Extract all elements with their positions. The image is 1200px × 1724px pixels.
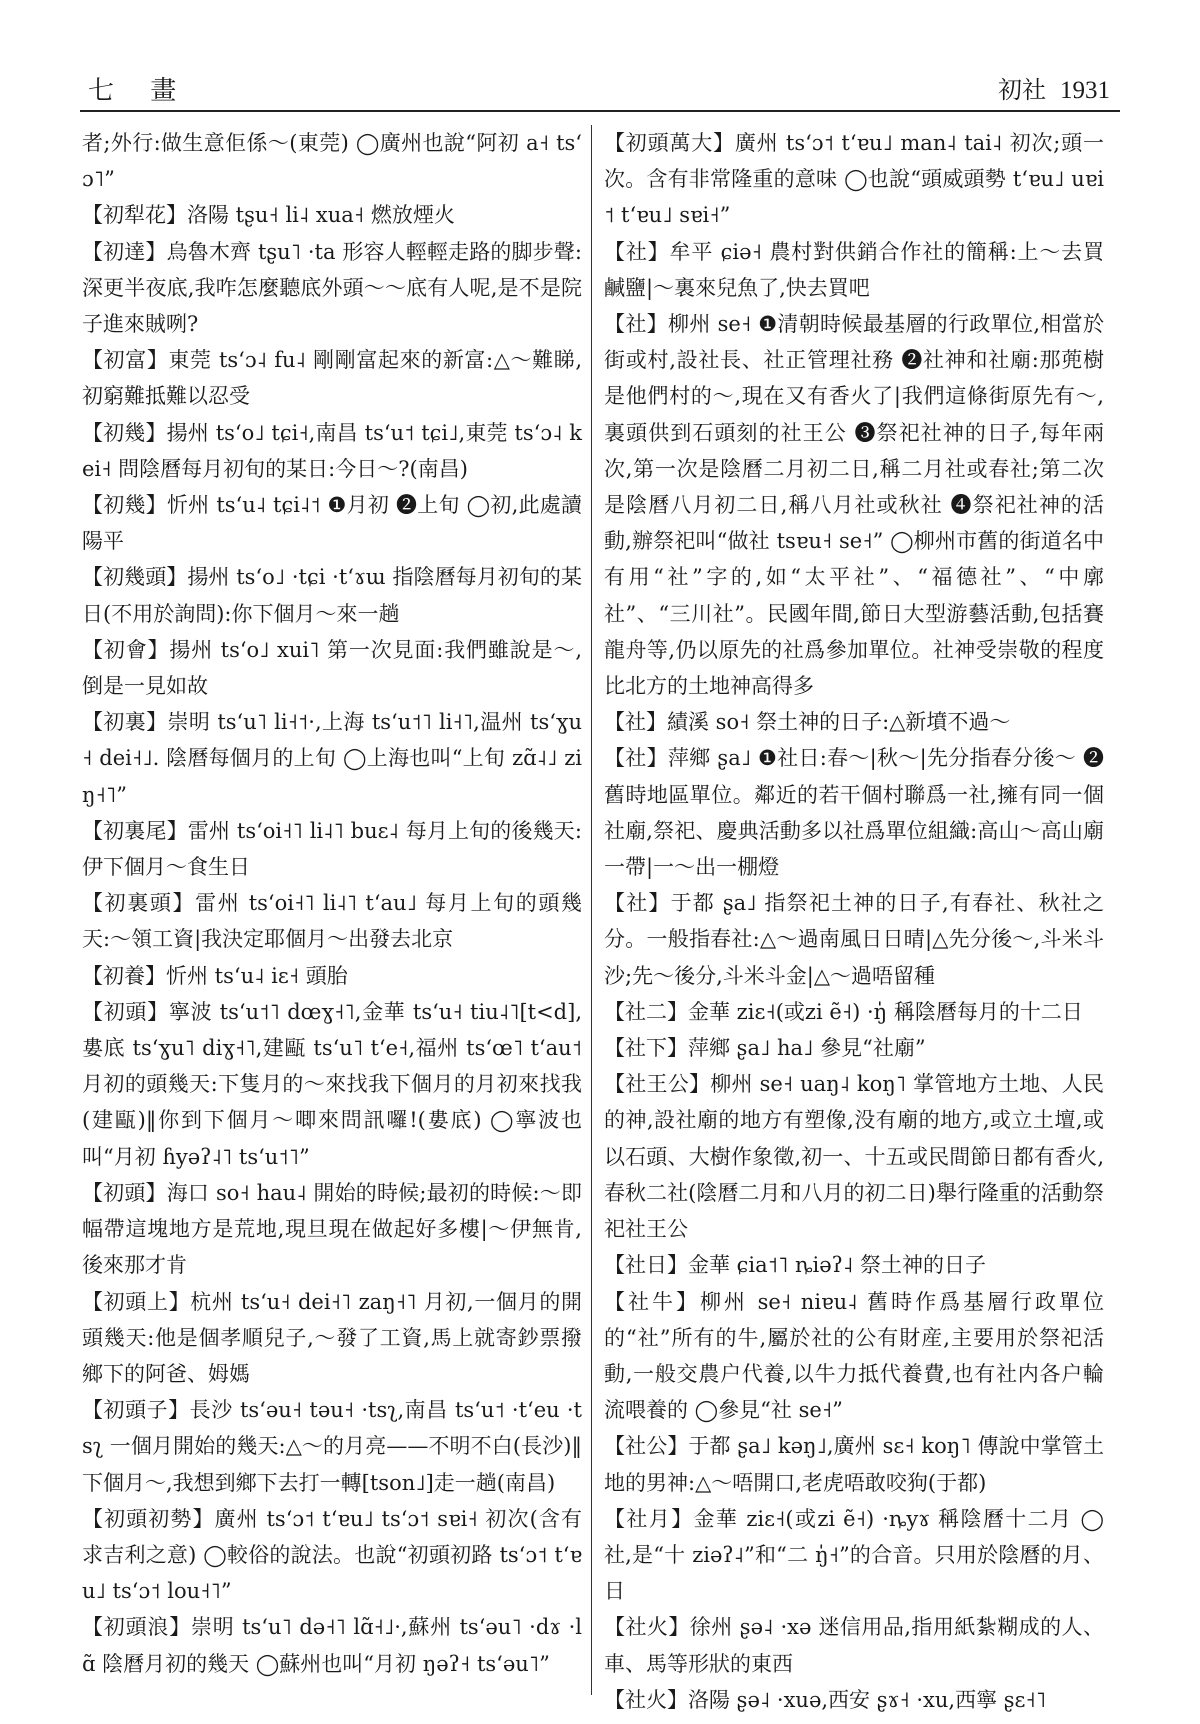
dictionary-entry: 【初頭萬大】廣州 tsʻɔ˦ tʻɐu˩ man˨ tai˨ 初次;頭一次。含有非常隆重的意味 ◯也說“頭威頭勢 tʻɐu˩ uɐi˦ tʻɐu˩ sɐi˧”	[604, 131, 1104, 228]
dictionary-entry: 者;外行:做生意佢係～(東莞) ◯廣州也說“阿初 a˧ tsʻɔ˥”	[82, 131, 582, 192]
dictionary-entry: 【初會】揚州 tsʻo˩ xui˥ 第一次見面:我們雖說是～,倒是一見如故	[82, 637, 582, 699]
dictionary-entry: 【初富】東莞 tsʻɔ˨ fu˨ 剛剛富起來的新富:△～難睇,初窮難抵難以忍受	[82, 348, 582, 409]
running-head	[998, 70, 1110, 105]
dictionary-entry: 【社下】萍鄉 ʂa˩ ha˩ 參見“社廟”	[604, 1036, 926, 1061]
dictionary-entry: 【初幾頭】揚州 tsʻo˩ ·tɕi ·tʻɤɯ 指陰曆每月初旬的某日(不用於詢問):你下個月～來一趟	[82, 565, 582, 626]
dictionary-entry: 【社火】洛陽 ʂə˨ ·xuə,西安 ʂɤ˧ ·xu,西寧 ʂɛ˧˥	[604, 1687, 1047, 1712]
dictionary-entry: 【社牛】柳州 se˧ niɐu˨ 舊時作爲基層行政單位的“社”所有的牛,屬於社的公有財産,主要用於祭祀活動,一般交農户代養,以牛力抵代養費,也有社内各户輪流喂養的 ◯參見“社 se˧”	[604, 1289, 1104, 1423]
dictionary-entry: 【社】柳州 se˧ ❶清朝時候最基層的行政單位,相當於街或村,設社長、社正管理社務 ❷社神和社廟:那蔸樹是他們村的～,現在又有香火了|我們這條街原先有～,裏頭供到石頭刻的社王公 ❸祭祀社神的日子,每年兩次,第一次是陰曆二月初二日,稱二月社或春社;第二次是陰曆八月初二日,稱八月社或秋社 ❹祭祀社神的活動,辦祭祀叫“做社 tsɐu˧ se˧” ◯柳州市舊的街道名中有用“社”字的,如“太平社”、“福德社”、“中廓社”、“三川社”。民國年間,節日大型游藝活動,包括賽龍舟等,仍以原先的社爲參加單位。社神受崇敬的程度比北方的土地神高得多	[604, 312, 1104, 699]
page-number: 1931	[1060, 77, 1110, 104]
dictionary-entry: 【初犁花】洛陽 tʂu˧ li˨ xua˧ 燃放煙火	[82, 203, 455, 228]
right-column	[604, 125, 1104, 1712]
dictionary-entry: 【初頭浪】崇明 tsʻu˥ də˧˥ lɑ̃˧˩·,蘇州 tsʻəu˥ ·dɤ ·lɑ̃ 陰曆月初的幾天 ◯蘇州也叫“月初 ŋəʔ˧ tsʻəu˥”	[82, 1615, 582, 1676]
headword-range: 初社	[998, 76, 1046, 104]
dictionary-entry: 【社二】金華 ziɛ˧(或zi ẽ˧) ·ŋ̍ 稱陰曆每月的十二日	[604, 999, 1083, 1024]
page-header	[80, 70, 1120, 112]
left-column	[82, 125, 582, 1695]
dictionary-entry: 【初養】忻州 tsʻu˨ iɛ˧ 頭胎	[82, 963, 348, 988]
dictionary-entry: 【初頭】海口 so˧ hau˨ 開始的時候;最初的時候:～即幅帶這塊地方是荒地,現旦現在做起好多樓|～伊無肯,後來那才肯	[82, 1180, 582, 1278]
dictionary-entry: 【初裏尾】雷州 tsʻoi˧˥ li˨˥ buɛ˨ 每月上旬的後幾天:伊下個月～食生日	[82, 818, 582, 880]
dictionary-entry: 【社】萍鄉 ʂa˩ ❶社日:春～|秋～|先分指春分後～ ❷舊時地區單位。鄰近的若干個村聯爲一社,擁有同一個社廟,祭祀、慶典活動多以社爲單位組織:高山～高山廟一帶|一～出一棚燈	[604, 746, 1104, 880]
dictionary-entry: 【社日】金華 ɕia˦˥ ȵiəʔ˨ 祭土神的日子	[604, 1253, 986, 1278]
dictionary-entry: 【初裏】崇明 tsʻu˥ li˧˦·,上海 tsʻu˦˥ li˧˥,温州 tsʻɣu˧ dei˧˩. 陰曆每個月的上旬 ◯上海也叫“上旬 zɑ̃˨˩ ziŋ˧˥”	[82, 710, 582, 807]
dictionary-entry: 【初幾】忻州 tsʻu˨ tɕi˨˦ ❶月初 ❷上旬 ◯初,此處讀陽平	[82, 493, 582, 554]
section-title: 七 畫	[88, 76, 191, 106]
dictionary-entry: 【初頭初勢】廣州 tsʻɔ˦ tʻɐu˩ tsʻɔ˦ sɐi˧ 初次(含有求吉利之意) ◯較俗的說法。也說“初頭初路 tsʻɔ˦ tʻɐu˩ tsʻɔ˦ lou˧˥”	[82, 1506, 582, 1604]
dictionary-entry: 【社月】金華 ziɛ˧(或zi ẽ˧) ·ȵyɤ 稱陰曆十二月 ◯社,是“十 ziəʔ˨”和“二 ŋ̍˧”的合音。只用於陰曆的月、日	[604, 1506, 1104, 1604]
dictionary-entry: 【社】績溪 so˧ 祭土神的日子:△新墳不過～	[604, 710, 1011, 735]
dictionary-entry: 【社公】于都 ʂa˩ kəŋ˩,廣州 sɛ˧ koŋ˥ 傳說中掌管土地的男神:△～唔開口,老虎唔敢咬狗(于都)	[604, 1434, 1104, 1495]
dictionary-entry: 【初頭】寧波 tsʻu˦˥ dœɣ˧˥,金華 tsʻu˧ tiu˨˥[t<d],婁底 tsʻɣu˥ diɣ˧˥,建甌 tsʻu˥ tʻe˧,福州 tsʻœ˥ tʻau˦ 月初的頭幾天:下隻月的～來找我下個月的月初來找我(建甌)‖你到下個月～唧來問訊囉!(婁底) ◯寧波也叫“月初 ɦyəʔ˨˥ tsʻu˦˥”	[82, 999, 582, 1169]
dictionary-entry: 【初頭子】長沙 tsʻəu˧ təu˧ ·tsʅ,南昌 tsʻu˦ ·tʻeu ·tsʅ 一個月開始的幾天:△～的月亮——不明不白(長沙)‖下個月～,我想到鄉下去打一轉[tson˩]走一趟(南昌)	[82, 1398, 582, 1495]
dictionary-entry: 【初裏頭】雷州 tsʻoi˧˥ li˨˥ tʻau˩ 每月上旬的頭幾天:～領工資|我決定耶個月～出發去北京	[82, 891, 582, 952]
dictionary-entry: 【初頭上】杭州 tsʻu˧ dei˧˥ zaŋ˧˥ 月初,一個月的開頭幾天:他是個孝順兒子,～發了工資,馬上就寄鈔票撥鄉下的阿爸、姆媽	[82, 1289, 582, 1386]
dictionary-entry: 【初達】烏魯木齊 tʂu˥ ·ta 形容人輕輕走路的脚步聲:深更半夜底,我咋怎麼聽底外頭～～底有人呢,是不是院子進來賊咧?	[82, 239, 582, 337]
dictionary-entry: 【社火】徐州 ʂə˨ ·xə 迷信用品,指用紙紮糊成的人、車、馬等形狀的東西	[604, 1615, 1104, 1676]
column-divider	[591, 125, 592, 1695]
dictionary-entry: 【初幾】揚州 tsʻo˩ tɕi˧,南昌 tsʻu˦ tɕi˩,東莞 tsʻɔ˨ kei˧ 問陰曆每月初旬的某日:今日～?(南昌)	[82, 420, 582, 481]
dictionary-entry: 【社】牟平 ɕiə˧ 農村對供銷合作社的簡稱:上～去買鹹鹽|～裏來兒魚了,快去買吧	[604, 239, 1104, 300]
dictionary-entry: 【社】于都 ʂa˩ 指祭祀土神的日子,有春社、秋社之分。一般指春社:△～過南風日日晴|△先分後～,斗米斗沙;先～後分,斗米斗金|△～過唔留種	[604, 891, 1104, 988]
dictionary-entry: 【社王公】柳州 se˧ uaŋ˨ koŋ˥ 掌管地方土地、人民的神,設社廟的地方有塑像,没有廟的地方,或立土壇,或以石頭、大樹作象徵,初一、十五或民間節日都有香火,春秋二社(陰曆二月和八月的初二日)舉行隆重的活動祭祀社王公	[604, 1072, 1104, 1242]
